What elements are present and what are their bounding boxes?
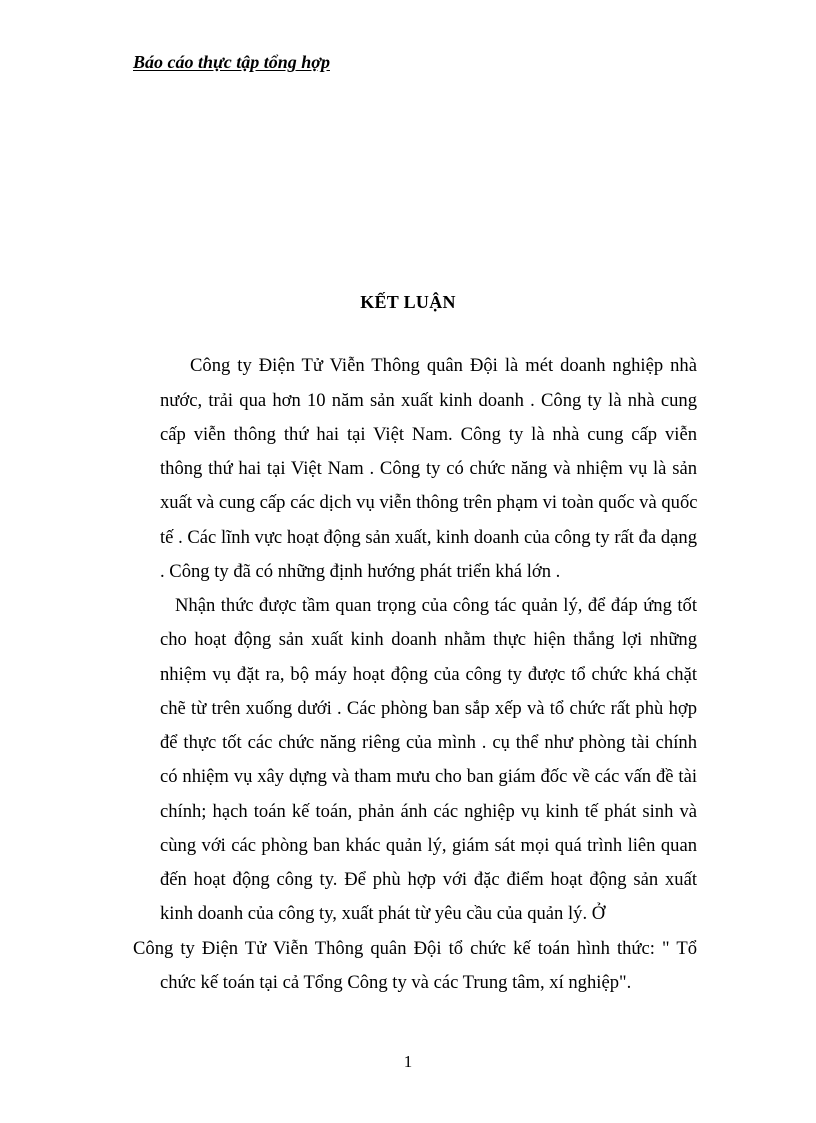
paragraph-line: chẽ từ trên xuống dưới . Các phòng ban sắp xếp và tổ chức rất phù hợp	[160, 698, 697, 719]
paragraph-line: chức kế toán tại cả Tổng Công ty và các Trung tâm, xí nghiệp".	[160, 972, 632, 993]
section-title: KẾT LUẬN	[360, 292, 456, 312]
paragraph-line: cho hoạt động sản xuất kinh doanh nhằm thực hiện thắng lợi những	[160, 629, 697, 650]
paragraph-line: Nhận thức được tầm quan trọng của công tác quản lý, để đáp ứng tốt	[175, 595, 697, 616]
paragraph-line: để thực tốt các chức năng riêng của mình . cụ thể như phòng tài chính	[160, 732, 697, 753]
paragraph-line: xuất và cung cấp các dịch vụ viễn thông trên phạm vi toàn quốc và quốc	[160, 492, 698, 513]
paragraph-line: cùng với các phòng ban khác quản lý, giám sát mọi quá trình liên quan	[160, 835, 697, 856]
paragraph-line: tế . Các lĩnh vực hoạt động sản xuất, kinh doanh của công ty rất đa dạng	[160, 527, 697, 548]
paragraph-line: . Công ty đã có những định hướng phát triển khá lớn .	[160, 561, 561, 582]
paragraph-line: chính; hạch toán kế toán, phản ánh các nghiệp vụ kinh tế phát sinh và	[160, 801, 697, 822]
paragraph-line: thông thứ hai tại Việt Nam . Công ty có chức năng và nhiệm vụ là sản	[160, 458, 697, 479]
paragraph-line: cấp viễn thông thứ hai tại Việt Nam. Công ty là nhà cung cấp viễn	[160, 424, 697, 445]
paragraph-line: Công ty Điện Tử Viễn Thông quân Đội là mét doanh nghiệp nhà	[190, 355, 697, 376]
paragraph-line: nhiệm vụ đặt ra, bộ máy hoạt động của công ty được tổ chức khá chặt	[160, 664, 697, 685]
page-number: 1	[403, 1052, 413, 1071]
paragraph-line: kinh doanh của công ty, xuất phát từ yêu cầu của quản lý. Ở	[160, 903, 606, 924]
paragraph-line: đến hoạt động công ty. Để phù hợp với đặc điểm hoạt động sản xuất	[160, 869, 697, 890]
paragraph-line: nước, trải qua hơn 10 năm sản xuất kinh doanh . Công ty là nhà cung	[160, 390, 697, 411]
document-header: Báo cáo thực tập tổng hợp	[133, 52, 330, 72]
paragraph-line: Công ty Điện Tử Viễn Thông quân Đội tổ chức kế toán hình thức: " Tổ	[133, 938, 697, 959]
paragraph-line: có nhiệm vụ xây dựng và tham mưu cho ban giám đốc về các vấn đề tài	[160, 766, 697, 787]
